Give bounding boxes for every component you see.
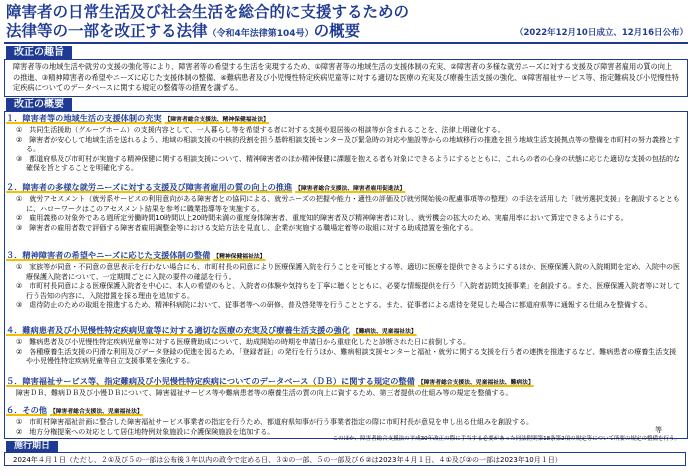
item-3-laws: 【精神保健福祉法】 — [213, 254, 266, 260]
title-line-1: 障害者の日常生活及び社会生活を総合的に支援するための — [6, 3, 410, 21]
item-4-title: ４．難病患者及び小児慢性特定疾病児童等に対する適切な医療の充実及び療養生活支援の強化 — [6, 325, 350, 335]
overview-footnote: このほか、障害者総合支援法の平成30年改正の際に手当する必要があった同法附則第18条第2項の規定等について所要の規定の整備を行う。 — [332, 436, 680, 442]
law-number: （令和4年法律第104号） — [207, 29, 314, 39]
etc-mark: 等 — [655, 426, 662, 434]
item-1-heading — [6, 113, 682, 126]
purpose-heading: 改正の趣旨 — [6, 46, 72, 59]
item-3-sub-3: ③ 虐待防止のための取組を推進するため、精神科病院において、従事者等への研修、普及啓発等を行うこととする。また、従事者による虐待を発見した場合に都道府県等に通報する仕組みを整備する。 — [16, 301, 652, 310]
item-4-heading — [6, 325, 682, 338]
item-3-heading — [6, 250, 682, 263]
item-5-sub-1: 障害ＤＢ、難病ＤＢ及び小慢ＤＢについて、障害福祉サービス等や難病患者等の療養生活の質の向上に資するため、第三者提供の仕組み等の規定を整備する。 — [16, 389, 513, 397]
title-divider — [4, 42, 688, 44]
purpose-box — [4, 59, 688, 97]
item-5-title: ５．障害福祉サービス等、指定難病及び小児慢性特定疾病についてのデータベース（ＤＢ）に関する規定の整備 — [6, 376, 415, 386]
item-2-heading — [6, 182, 682, 195]
enactment-date: （2022年12月10日成立、12月16日公布） — [515, 28, 688, 38]
item-3-sub-2: ② 市町村長同意による医療保護入院者を中心に、本人の希望のもと、入院者の体験や気持ちを丁寧に聴くとともに、必要な情報提供を行う「入院者訪問支援事業」を創設する。また、医療保護入院者等に対して行う告知の内容に、入院措置を採る理由を追加する。 — [16, 282, 681, 300]
effective-date-heading: 施行期日 — [6, 441, 58, 452]
overview-item-6 — [6, 405, 682, 437]
item-3-title: ３．精神障害者の希望やニーズに応じた支援体制の整備 — [6, 250, 211, 260]
item-4-laws: 【難病法、児童福祉法】 — [352, 329, 417, 335]
item-2-sub-1: ① 就労アセスメント（就労系サービスの利用意向がある障害者との協同による、就労ニーズの把握や能力・適性の評価及び就労開始後の配慮事項等の整理）の手法を活用した「就労選択支援」を創設するとともに、ハローワークはこのアセスメント結果を参考に職業指導等を実施する。 — [16, 195, 680, 213]
overview-item-1 — [6, 113, 682, 174]
effective-date-text: 2024年４月１日（ただし、２①及び５の一部は公布後３年以内の政令で定める日、３①の一部、５の一部及び６②は2023年４月１日、４①及び②の一部は2023年10月１日） — [4, 452, 686, 466]
title-main: 法律等の一部を改正する法律 — [6, 22, 208, 40]
item-5-laws: 【障害者総合支援法、児童福祉法、難病法】 — [417, 380, 534, 386]
overview-item-2 — [6, 182, 682, 233]
item-2-laws: 【障害者総合支援法、障害者雇用促進法】 — [295, 186, 406, 192]
item-1-title: １．障害者等の地域生活の支援体制の充実 — [6, 113, 162, 123]
overview-item-5 — [6, 376, 682, 399]
purpose-text: 障害者等の地域生活や就労の支援の強化等により、障害者等の希望する生活を実現するため、①障害者等の地域生活の支援体制の充実、②障害者の多様な就労ニーズに対する支援及び障害者雇用の質の向上の推進、③精神障害者の希望やニーズに応じた支援体制の整備、④難病患者及び小児慢性特定疾病児童等に対する適切な医療の充実及び療養生活支援の強化、⑤障害福祉サービス等、指定難病及び小児慢性特定疾病についてのデータベースに関する規定の整備等の措置を講ずる。 — [13, 62, 679, 92]
item-6-sub-1: ① 市町村障害福祉計画に整合した障害福祉サービス事業者の指定を行うため、都道府県知事が行う事業者指定の際に市町村長が意見を申し出る仕組みを創設する。 — [16, 418, 533, 426]
title-suffix: の概要 — [313, 22, 361, 40]
item-6-title: ６．その他 — [6, 405, 47, 415]
item-1-sub-2: ② 障害者が安心して地域生活を送れるよう、地域の相談支援の中核的役割を担う基幹相談支援センター及び緊急時の対応や施設等からの地域移行の推進を担う地域生活支援拠点等の整備を市町村の努力義務とする。 — [16, 135, 680, 154]
item-6-sub-2: ② 地方分権提案への対応として居住地特例対象施設に介護保険施設を追加する。 — [16, 427, 275, 436]
item-3-sub-1: ① 家族等が同意・不同意の意思表示を行わない場合にも、市町村長の同意により医療保護入院を行うことを可能とする等、適切に医療を提供できるようにするほか、医療保護入院の入院期間を定め、入院中の医療保護入院者について、一定期間ごとに入院の要件の確認を行う。 — [16, 263, 680, 281]
item-1-sub-1: ① 共同生活援助（グループホーム）の支援内容として、一人暮らし等を希望する者に対する支援や退居後の相談等が含まれることを、法律上明確化する。 — [16, 126, 505, 134]
item-2-sub-3: ③ 障害者の雇用者数で評価する障害者雇用調整金等における支給方法を見直し、企業が実施する職場定着等の取組に対する助成措置を強化する。 — [16, 223, 478, 232]
overview-item-3 — [6, 250, 682, 311]
item-4-sub-2: ② 各種療養生活支援の円滑な利用及びデータ登録の促進を図るため、「登録者証」の発行を行うほか、難病相談支援センターと福祉・就労に関する支援を行う者の連携を推進するなど、難病患者の療養生活支援や小児慢性特定疾病児童等自立支援事業を強化する。 — [16, 347, 677, 366]
item-5-heading — [6, 376, 682, 389]
item-4-sub-1: ① 難病患者及び小児慢性特定疾病児童等に対する医療費助成について、助成開始の時期を申請日から重症化したと診断された日に前倒しする。 — [16, 338, 470, 346]
item-6-heading — [6, 405, 682, 418]
overview-heading: 改正の概要 — [6, 98, 72, 111]
item-2-title: ２．障害者の多様な就労ニーズに対する支援及び障害者雇用の質の向上の推進 — [6, 182, 293, 192]
item-6-laws: 【障害者総合支援法、児童福祉法】 — [49, 409, 143, 415]
item-2-sub-2: ② 雇用義務の対象外である週所定労働時間10時間以上20時間未満の重度身体障害者、重度知的障害者及び精神障害者に対し、就労機会の拡大のため、実雇用率において算定できるようにする。 — [16, 214, 628, 223]
overview-item-4 — [6, 325, 682, 367]
item-1-sub-3: ③ 都道府県及び市町村が実施する精神保健に関する相談支援について、精神障害者のほか精神保健に課題を抱える者も対象にできるようにするとともに、これらの者の心身の状態に応じた適切な支援の包括的な確保を旨とすることを明確化する。 — [16, 154, 680, 173]
item-1-laws: 【障害者総合支援法、精神保健福祉法】 — [164, 117, 269, 123]
